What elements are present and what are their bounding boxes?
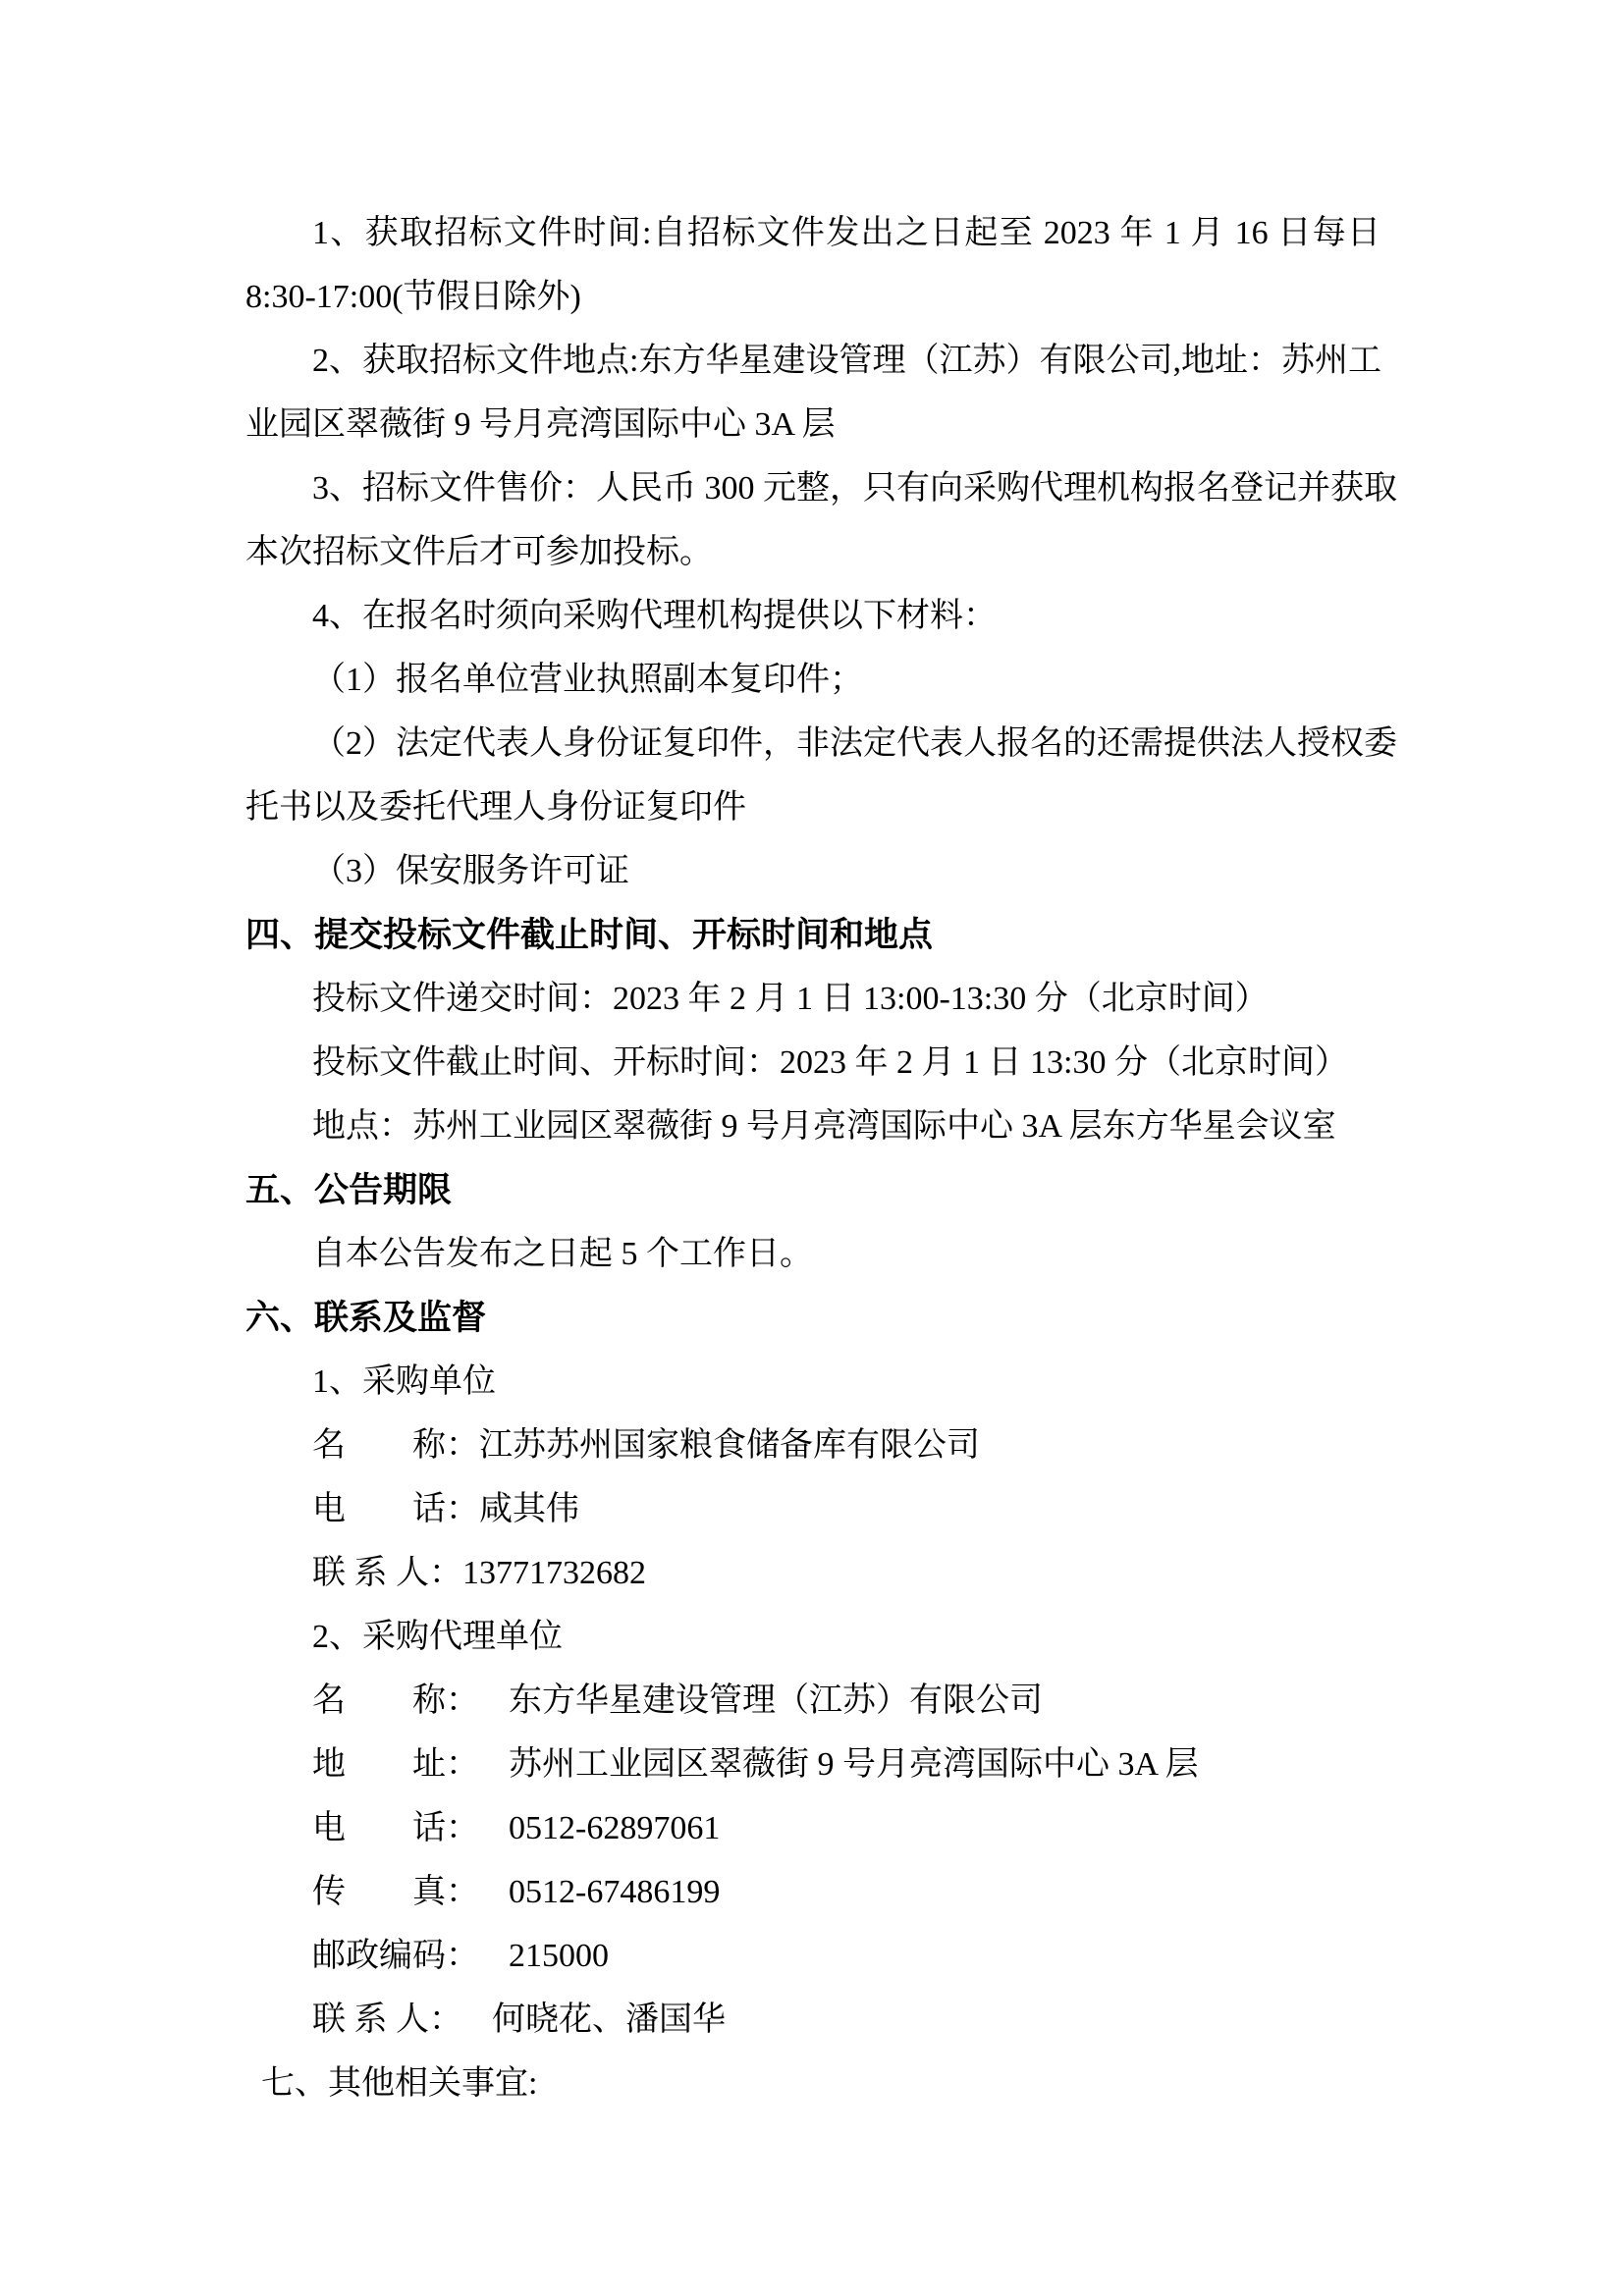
agency-phone-label: 电 话： xyxy=(312,1810,479,1846)
agency-name xyxy=(245,1669,1380,1733)
tender-doc-place-line2: 业园区翠薇街 9 号月亮湾国际中心 3A 层 xyxy=(245,406,836,443)
material-id-copy-line2: 托书以及委托代理人身份证复印件 xyxy=(245,789,746,826)
purchaser-name xyxy=(245,1414,1380,1477)
tender-doc-time-line2: 8:30-17:00(节假日除外) xyxy=(245,279,581,315)
bid-submission-time: 投标文件递交时间：2023 年 2 月 1 日 13:00-13:30 分（北京时间） xyxy=(312,981,1269,1017)
bid-deadline-opening-time: 投标文件截止时间、开标时间：2023 年 2 月 1 日 13:30 分（北京时间） xyxy=(312,1044,1348,1081)
agency-name-value: 东方华星建设管理（江苏）有限公司 xyxy=(509,1682,1043,1719)
agency-phone-value: 0512-62897061 xyxy=(509,1810,721,1846)
bid-opening-location: 地点：苏州工业园区翠薇街 9 号月亮湾国际中心 3A 层东方华星会议室 xyxy=(312,1108,1336,1145)
purchaser-name-value: 江苏苏州国家粮食储备库有限公司 xyxy=(479,1427,980,1464)
agency-title: 2、采购代理单位 xyxy=(312,1619,563,1655)
agency-phone xyxy=(245,1796,1380,1860)
tender-doc-place-line1: 2、获取招标文件地点:东方华星建设管理（江苏）有限公司,地址：苏州工 xyxy=(312,343,1381,379)
purchaser-phone-value: 咸其伟 xyxy=(479,1491,579,1527)
purchaser-title: 1、采购单位 xyxy=(312,1363,496,1400)
section5-heading: 五、公告期限 xyxy=(245,1171,453,1209)
agency-address-value: 苏州工业园区翠薇街 9 号月亮湾国际中心 3A 层 xyxy=(509,1746,1199,1783)
section7-heading: 七、其他相关事宜: xyxy=(261,2065,538,2102)
agency-name-label: 名 称： xyxy=(312,1682,479,1719)
purchaser-contact-value: 13771732682 xyxy=(462,1555,646,1591)
tender-doc-price-line1: 3、招标文件售价：人民币 300 元整，只有向采购代理机构报名登记并获取 xyxy=(312,470,1397,507)
purchaser-name-label: 名 称： xyxy=(312,1427,479,1464)
section4-heading: 四、提交投标文件截止时间、开标时间和地点 xyxy=(245,916,934,954)
registration-materials-intro: 4、在报名时须向采购代理机构提供以下材料： xyxy=(312,598,997,634)
material-business-license: （1）报名单位营业执照副本复印件； xyxy=(312,662,863,698)
purchaser-phone-label: 电 话： xyxy=(312,1491,479,1527)
purchaser-contact xyxy=(245,1541,1380,1605)
agency-fax-value: 0512-67486199 xyxy=(509,1874,721,1910)
agency-fax xyxy=(245,1860,1380,1924)
section6-heading: 六、联系及监督 xyxy=(245,1299,487,1337)
purchaser-contact-label: 联 系 人： xyxy=(312,1555,462,1591)
tender-doc-time-line1: 1、获取招标文件时间:自招标文件发出之日起至 2023 年 1 月 16 日每日 xyxy=(312,215,1380,251)
purchaser-phone xyxy=(245,1477,1380,1541)
announcement-period: 自本公告发布之日起 5 个工作日。 xyxy=(312,1236,813,1272)
agency-address-label: 地 址： xyxy=(312,1746,479,1783)
agency-postcode-value: 215000 xyxy=(509,1938,609,1974)
agency-contact xyxy=(245,1988,1380,2052)
agency-postcode xyxy=(245,1924,1380,1988)
tender-doc-price-line2: 本次招标文件后才可参加投标。 xyxy=(245,534,713,570)
agency-contact-value: 何晓花、潘国华 xyxy=(492,2002,726,2038)
agency-fax-label: 传 真： xyxy=(312,1874,479,1910)
material-id-copy-line1: （2）法定代表人身份证复印件，非法定代表人报名的还需提供法人授权委 xyxy=(312,725,1397,762)
agency-contact-label: 联 系 人： xyxy=(312,2002,462,2038)
material-security-permit: （3）保安服务许可证 xyxy=(312,853,629,889)
agency-postcode-label: 邮政编码： xyxy=(312,1938,479,1974)
document-content xyxy=(245,201,1397,2115)
agency-address xyxy=(245,1733,1380,1796)
